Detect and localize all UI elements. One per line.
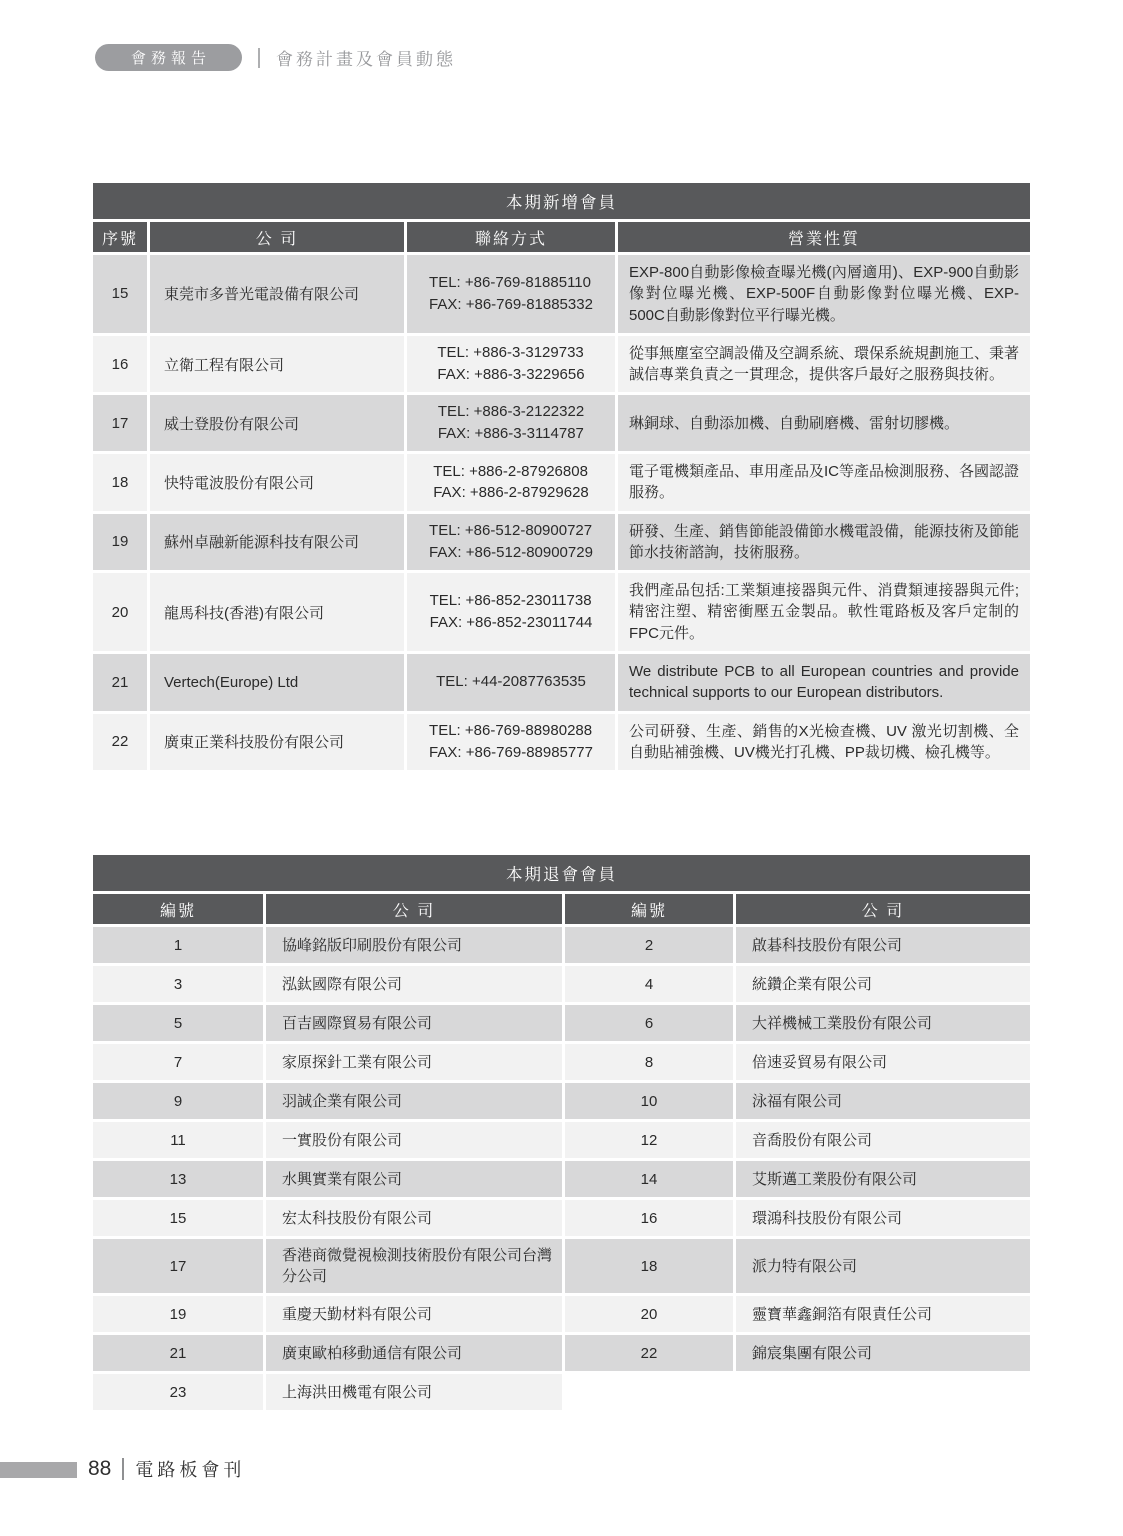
member-contact xyxy=(407,514,615,571)
withdrawn-members-table xyxy=(90,852,1033,1413)
journal-title: 電路板會刊 xyxy=(135,1460,246,1480)
member-no: 22 xyxy=(93,714,147,771)
member-company: 啟碁科技股份有限公司 xyxy=(736,927,1030,963)
member-no: 17 xyxy=(93,395,147,451)
page-footer xyxy=(88,1456,245,1482)
table-row xyxy=(93,573,1030,651)
tel-line: TEL: +86-769-81885110 xyxy=(429,274,591,292)
tel-line: TEL: +886-3-2122322 xyxy=(437,403,585,421)
member-company: 立衛工程有限公司 xyxy=(150,336,404,393)
member-no: 15 xyxy=(93,1200,263,1236)
table-header-row xyxy=(93,894,1030,924)
table-row xyxy=(93,1161,1030,1197)
tel-line: TEL: +86-512-80900727 xyxy=(429,522,593,540)
tel-line: TEL: +44-2087763535 xyxy=(436,673,586,691)
col-header-company-left: 公 司 xyxy=(266,894,562,924)
table-row xyxy=(93,514,1030,571)
member-business: EXP-800自動影像檢查曝光機(內層適用)、EXP-900自動影像對位曝光機、EXP-500F自動影像對位曝光機、EXP-500C自動影像對位平行曝光機。 xyxy=(618,255,1030,333)
table-row xyxy=(93,1200,1030,1236)
member-business: 公司研發、生產、銷售的X光檢查機、UV 激光切割機、全自動貼補強機、UV機光打孔機、PP裁切機、檢孔機等。 xyxy=(618,714,1030,771)
member-business: 電子電機類產品、車用產品及IC等產品檢測服務、各國認證服務。 xyxy=(618,454,1030,511)
member-company: 廣東正業科技股份有限公司 xyxy=(150,714,404,771)
member-business: 琳銅球、自動添加機、自動刷磨機、雷射切膠機。 xyxy=(618,395,1030,451)
member-no: 20 xyxy=(565,1296,733,1332)
member-company-empty xyxy=(736,1374,1030,1410)
tel-line: TEL: +86-769-88980288 xyxy=(429,722,593,740)
breadcrumb: 會務計畫及會員動態 xyxy=(276,50,456,69)
member-company: 百吉國際貿易有限公司 xyxy=(266,1005,562,1041)
new-members-table xyxy=(90,180,1033,773)
member-no: 6 xyxy=(565,1005,733,1041)
member-company: 香港商微覺視檢測技術股份有限公司台灣分公司 xyxy=(266,1239,562,1293)
member-contact xyxy=(407,255,615,333)
page-number: 88 xyxy=(88,1457,112,1480)
table-row xyxy=(93,927,1030,963)
member-company: 快特電波股份有限公司 xyxy=(150,454,404,511)
fax-line: FAX: +86-852-23011744 xyxy=(429,614,593,632)
member-no: 2 xyxy=(565,927,733,963)
member-company: 水興實業有限公司 xyxy=(266,1161,562,1197)
table-title-row xyxy=(93,183,1030,219)
member-company: 東莞市多普光電設備有限公司 xyxy=(150,255,404,333)
col-header-contact: 聯絡方式 xyxy=(407,222,615,252)
member-business: We distribute PCB to all European countries and provide technical supports to our European distributors. xyxy=(618,654,1030,711)
table-row xyxy=(93,255,1030,333)
section-badge: 會務報告 xyxy=(95,44,242,71)
table-row xyxy=(93,1005,1030,1041)
table-row xyxy=(93,1374,1030,1410)
member-business: 從事無塵室空調設備及空調系統、環保系統規劃施工、秉著誠信專業負責之一貫理念，提供客戶最好之服務與技術。 xyxy=(618,336,1030,393)
member-company: 泳福有限公司 xyxy=(736,1083,1030,1119)
table-row xyxy=(93,454,1030,511)
member-no: 20 xyxy=(93,573,147,651)
col-header-no: 序號 xyxy=(93,222,147,252)
member-company: 家原探針工業有限公司 xyxy=(266,1044,562,1080)
member-contact xyxy=(407,395,615,451)
member-company: 威士登股份有限公司 xyxy=(150,395,404,451)
member-no: 5 xyxy=(93,1005,263,1041)
member-no: 16 xyxy=(565,1200,733,1236)
fax-line: FAX: +886-2-87929628 xyxy=(433,484,589,502)
member-no: 9 xyxy=(93,1083,263,1119)
fax-line: FAX: +86-769-81885332 xyxy=(429,295,593,313)
col-header-no-left: 編號 xyxy=(93,894,263,924)
table-row xyxy=(93,966,1030,1002)
member-company: 統鑽企業有限公司 xyxy=(736,966,1030,1002)
breadcrumb-divider xyxy=(258,48,260,68)
table-row xyxy=(93,1296,1030,1332)
member-no: 22 xyxy=(565,1335,733,1371)
table-row xyxy=(93,336,1030,393)
member-company: 錦宸集團有限公司 xyxy=(736,1335,1030,1371)
member-company: 協峰銘版印刷股份有限公司 xyxy=(266,927,562,963)
fax-line: FAX: +886-3-3114787 xyxy=(437,425,584,443)
table-row xyxy=(93,1335,1030,1371)
footer-accent-bar xyxy=(0,1462,77,1478)
member-company: 倍速妥貿易有限公司 xyxy=(736,1044,1030,1080)
member-no: 21 xyxy=(93,1335,263,1371)
table-row xyxy=(93,654,1030,711)
member-company: 派力特有限公司 xyxy=(736,1239,1030,1293)
table-row xyxy=(93,1044,1030,1080)
table-row xyxy=(93,1083,1030,1119)
col-header-company: 公 司 xyxy=(150,222,404,252)
member-no: 15 xyxy=(93,255,147,333)
member-no: 14 xyxy=(565,1161,733,1197)
table-title: 本期退會會員 xyxy=(93,855,1030,891)
member-no: 19 xyxy=(93,1296,263,1332)
fax-line: FAX: +86-769-88985777 xyxy=(429,743,593,761)
member-company: 上海洪田機電有限公司 xyxy=(266,1374,562,1410)
col-header-business: 營業性質 xyxy=(618,222,1030,252)
fax-line: FAX: +886-3-3229656 xyxy=(437,366,585,384)
member-no: 16 xyxy=(93,336,147,393)
table-row xyxy=(93,1122,1030,1158)
member-company: 大祥機械工業股份有限公司 xyxy=(736,1005,1030,1041)
member-company: 靈寶華鑫銅箔有限責任公司 xyxy=(736,1296,1030,1332)
member-company: 羽誠企業有限公司 xyxy=(266,1083,562,1119)
member-no: 19 xyxy=(93,514,147,571)
member-no: 7 xyxy=(93,1044,263,1080)
member-contact xyxy=(407,654,615,711)
doc-header xyxy=(95,44,456,71)
member-company: 龍馬科技(香港)有限公司 xyxy=(150,573,404,651)
member-no: 8 xyxy=(565,1044,733,1080)
member-no: 11 xyxy=(93,1122,263,1158)
table-row xyxy=(93,1239,1030,1293)
tel-line: TEL: +886-3-3129733 xyxy=(437,344,584,362)
table-title: 本期新增會員 xyxy=(93,183,1030,219)
member-business: 研發、生產、銷售節能設備節水機電設備，能源技術及節能節水技術諮詢，技術服務。 xyxy=(618,514,1030,571)
member-no: 17 xyxy=(93,1239,263,1293)
member-company: 環鴻科技股份有限公司 xyxy=(736,1200,1030,1236)
member-company: 宏太科技股份有限公司 xyxy=(266,1200,562,1236)
tel-line: TEL: +86-852-23011738 xyxy=(429,592,592,610)
member-no-empty xyxy=(565,1374,733,1410)
member-contact xyxy=(407,454,615,511)
member-company: 一實股份有限公司 xyxy=(266,1122,562,1158)
member-no: 18 xyxy=(93,454,147,511)
footer-divider xyxy=(122,1458,124,1480)
member-no: 13 xyxy=(93,1161,263,1197)
member-no: 1 xyxy=(93,927,263,963)
member-company: 艾斯邁工業股份有限公司 xyxy=(736,1161,1030,1197)
col-header-company-right: 公 司 xyxy=(736,894,1030,924)
member-contact xyxy=(407,714,615,771)
table-title-row xyxy=(93,855,1030,891)
member-no: 10 xyxy=(565,1083,733,1119)
member-company: Vertech(Europe) Ltd xyxy=(150,654,404,711)
member-company: 音喬股份有限公司 xyxy=(736,1122,1030,1158)
member-company: 重慶天勤材料有限公司 xyxy=(266,1296,562,1332)
table-header-row xyxy=(93,222,1030,252)
member-no: 12 xyxy=(565,1122,733,1158)
member-company: 泓鈦國際有限公司 xyxy=(266,966,562,1002)
member-contact xyxy=(407,573,615,651)
member-contact xyxy=(407,336,615,393)
member-no: 21 xyxy=(93,654,147,711)
col-header-no-right: 編號 xyxy=(565,894,733,924)
member-no: 3 xyxy=(93,966,263,1002)
tel-line: TEL: +886-2-87926808 xyxy=(433,462,588,480)
table-row xyxy=(93,395,1030,451)
member-no: 18 xyxy=(565,1239,733,1293)
member-company: 蘇州卓融新能源科技有限公司 xyxy=(150,514,404,571)
member-no: 4 xyxy=(565,966,733,1002)
table-row xyxy=(93,714,1030,771)
member-no: 23 xyxy=(93,1374,263,1410)
member-company: 廣東歐柏移動通信有限公司 xyxy=(266,1335,562,1371)
fax-line: FAX: +86-512-80900729 xyxy=(429,543,593,561)
member-business: 我們產品包括:工業類連接器與元件、消費類連接器與元件;精密注塑、精密衝壓五金製品。軟性電路板及客戶定制的FPC元件。 xyxy=(618,573,1030,651)
